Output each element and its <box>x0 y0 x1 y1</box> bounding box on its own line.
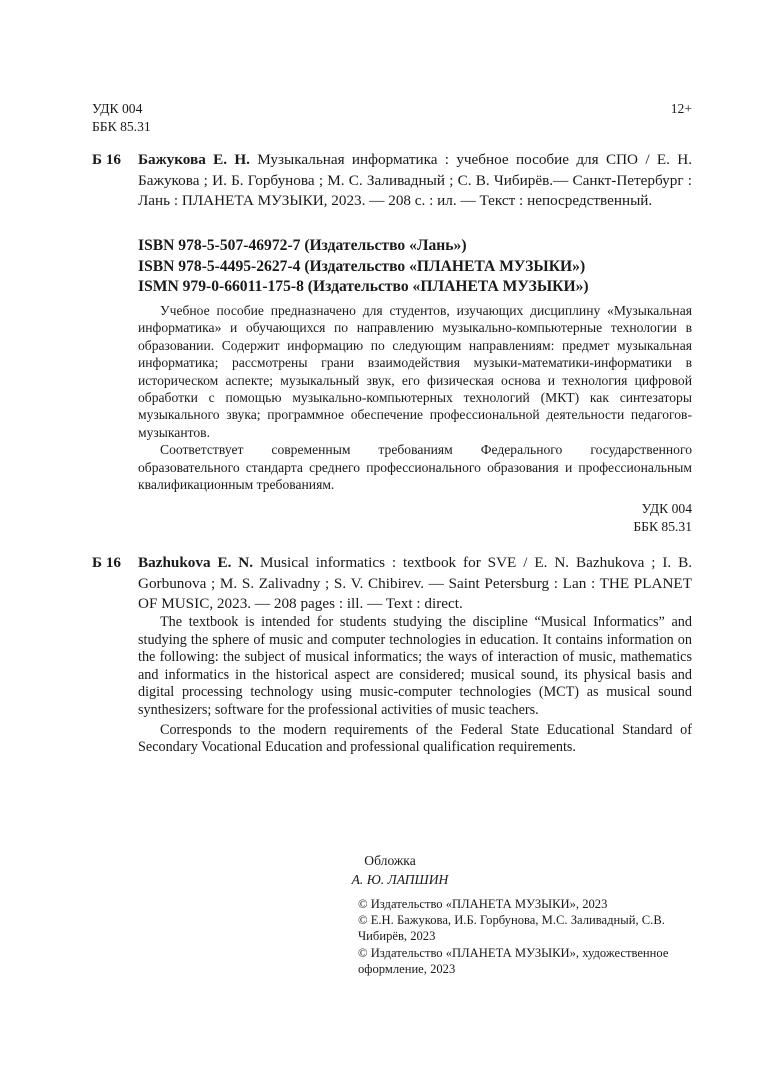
en-entry-body: Musical informatics : textbook for SVE / E. N. Bazhukova ; I. B. Gorbunova ; M. S. Zalivadny ; S. V. Chibirev. — Saint Petersburg : Lan : THE PLANET OF MUSIC, 2023. — 208 pages : ill. — Text : direct. <box>138 554 693 612</box>
cover-label: Обложка <box>364 853 416 868</box>
en-abstract <box>138 614 692 757</box>
udk-code: УДК 004 <box>92 101 143 116</box>
isbn-line: ISBN 978-5-507-46972-7 (Издательство «Лань») <box>138 237 467 254</box>
bbk-code: ББК 85.31 <box>633 519 692 534</box>
udk-code: УДК 004 <box>641 501 692 516</box>
ru-entry <box>138 150 692 212</box>
en-entry-author: Bazhukova E. N. <box>138 554 254 571</box>
cover-artist: А. Ю. ЛАПШИН <box>351 872 449 887</box>
ru-entry-author: Бажукова Е. Н. <box>138 151 250 168</box>
ismn-line: ISMN 979-0-66011-175-8 (Издательство «ПЛАНЕТА МУЗЫКИ») <box>138 278 589 295</box>
en-abstract-paragraph: The textbook is intended for students studying the discipline “Musical Informatics” and studying the sphere of music and computer technologies in education. It contains information on the following: the subject of musical informatics; the ways of interaction of music, mathematics and informatics in the historical aspect are considered; musical sound, its physical basis and digital processing technology using music-computer technologies (MCT) as musical sound synthesizers; software for the professional activities of music teachers. <box>138 614 692 718</box>
ru-entry-body: Музыкальная информатика : учебное пособие для СПО / Е. Н. Бажукова ; И. Б. Горбунова ; М. С. Заливадный ; С. В. Чибирёв.— Санкт-Петербург : Лань : ПЛАНЕТА МУЗЫКИ, 2023. — 208 с. : ил. — Текст : непосредственный. <box>138 151 693 209</box>
ru-abstract <box>138 302 692 493</box>
copyright-line: © Издательство «ПЛАНЕТА МУЗЫКИ», художественное оформление, 2023 <box>358 945 669 976</box>
en-abstract-paragraph: Corresponds to the modern requirements of the Federal State Educational Standard of Secondary Vocational Education and professional qualification requirements. <box>138 721 692 756</box>
mid-classification <box>540 500 692 536</box>
isbn-line: ISBN 978-5-4495-2627-4 (Издательство «ПЛАНЕТА МУЗЫКИ») <box>138 257 586 275</box>
copyright-line: © Издательство «ПЛАНЕТА МУЗЫКИ», 2023 <box>358 897 608 911</box>
copyright-block <box>358 896 692 977</box>
copyright-line: © Е.Н. Бажукова, И.Б. Горбунова, М.С. Заливадный, С.В. Чибирёв, 2023 <box>358 913 665 944</box>
en-entry-index: Б 16 <box>92 554 122 571</box>
ru-abstract-paragraph: Соответствует современным требованиям Федерального государственного образовательного стандарта среднего профессионального образования и профессиональным квалификационным требованиям. <box>138 442 692 493</box>
isbn-block <box>138 236 692 298</box>
bbk-code: ББК 85.31 <box>92 119 151 134</box>
ru-entry-index: Б 16 <box>92 151 122 168</box>
age-rating: 12+ <box>670 101 692 116</box>
ru-abstract-paragraph: Учебное пособие предназначено для студентов, изучающих дисциплину «Музыкальная информатика» и обучающихся по направлению музыкально-компьютерные технологии в образовании. Содержит информацию по следующим направлениям: предмет музыкальная информатика; рассмотрены грани взаимодействия музыки-математики-информатики в историческом аспекте; музыкальный звук, его физическая основа и технология цифровой обработки с помощью музыкально-компьютерных технологий (МКТ) как синтезаторы музыкального звука; программное обеспечение профессиональной деятельности педагогов-музыкантов. <box>138 303 692 440</box>
en-entry <box>138 553 692 615</box>
top-classification <box>92 100 151 136</box>
